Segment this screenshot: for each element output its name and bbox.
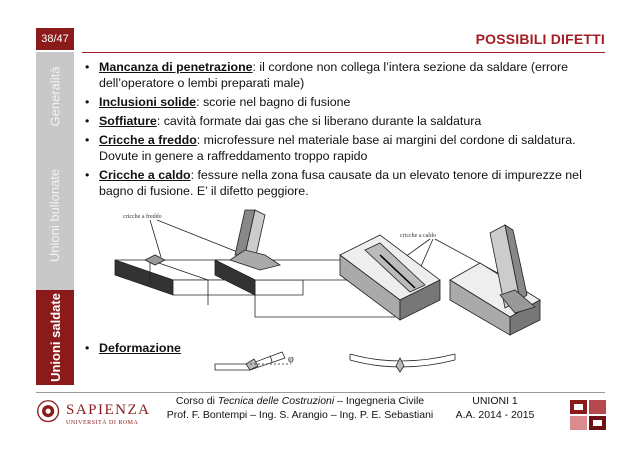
course-name: Tecnica delle Costruzioni	[217, 395, 335, 407]
university-subtitle: UNIVERSITÀ DI ROMA	[66, 420, 139, 426]
angle-symbol: φ	[288, 354, 294, 365]
footer-unit	[430, 394, 560, 422]
defect-description: : fessure nella zona fusa causate da un elevato tenore di impurezze nel bagno di fusione. E’ il difetto peggiore.	[99, 168, 582, 198]
list-item	[85, 341, 181, 355]
list-item	[85, 59, 605, 91]
defect-description: : cavità formate dai gas che si liberano durante la saldatura	[156, 114, 482, 128]
list-item	[85, 167, 605, 199]
defect-term: Cricche a caldo	[99, 168, 191, 182]
department-logo-icon	[568, 398, 608, 432]
sidebar-tab-unioni-bullonate[interactable]	[36, 140, 74, 290]
sidebar-tab-label: Generalità	[47, 66, 63, 126]
hot-crack-illustration	[340, 225, 540, 335]
defect-term: Soffiature	[99, 114, 157, 128]
section-sidebar	[36, 52, 74, 385]
course-authors: Prof. F. Bontempi – Ing. S. Arangio – Ing. P. E. Sebastiani	[166, 409, 434, 421]
course-line	[150, 394, 450, 408]
defect-term: Mancanza di penetrazione	[99, 60, 253, 74]
defect-description: : il cordone non collega l’intera sezione da saldare (errore dell’operatore o lembi preparati male)	[99, 60, 568, 90]
defect-description: : scorie nel bagno di fusione	[196, 95, 351, 109]
cold-crack-label: cricche a freddo	[123, 214, 162, 220]
unit-name: UNIONI 1	[472, 395, 518, 407]
list-item	[85, 132, 605, 164]
course-suffix: – Ingegneria Civile	[334, 395, 425, 407]
footer-divider	[36, 392, 605, 393]
sidebar-tab-label: Unioni saldate	[47, 293, 63, 382]
academic-year: A.A. 2014 - 2015	[455, 409, 535, 421]
sidebar-tab-unioni-saldate[interactable]	[36, 290, 74, 385]
page-number: 38/47	[36, 28, 74, 50]
sapienza-seal-icon	[36, 398, 62, 426]
title-divider	[82, 52, 605, 53]
defect-description: : microfessure nel materiale base ai margini del cordone di saldatura. Dovute in genere a raffreddamento troppo rapido	[99, 133, 576, 163]
sidebar-tab-generalita[interactable]	[36, 52, 74, 140]
footer-course	[150, 394, 450, 422]
defect-term: Inclusioni solide	[99, 95, 197, 109]
deformation-illustration	[210, 336, 470, 386]
list-item	[85, 94, 605, 110]
defect-list	[85, 59, 605, 202]
sidebar-tab-label: Unioni bullonate	[47, 168, 63, 262]
slide-title: POSSIBILI DIFETTI	[475, 31, 605, 47]
list-item	[85, 113, 605, 129]
defect-term: Deformazione	[99, 341, 181, 355]
hot-crack-label: cricche a caldo	[400, 233, 436, 239]
defect-term: Cricche a freddo	[99, 133, 197, 147]
course-prefix: Corso di	[175, 395, 218, 407]
weld-crack-figures	[95, 205, 615, 340]
university-name: SAPIENZA	[66, 402, 151, 418]
